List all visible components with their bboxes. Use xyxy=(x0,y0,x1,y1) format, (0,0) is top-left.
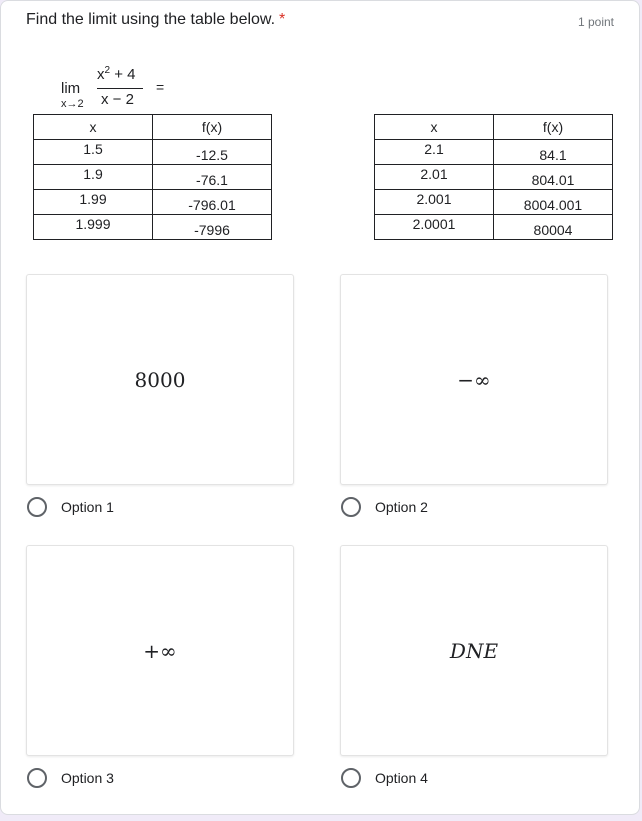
table-row xyxy=(375,190,613,215)
cell-fx: -7996 xyxy=(194,222,230,238)
fraction-bar xyxy=(97,88,143,89)
numerator-exponent: 2 xyxy=(104,65,111,76)
table-row xyxy=(375,140,613,165)
values-table-left xyxy=(33,114,272,240)
cell-fx: -12.5 xyxy=(196,147,228,163)
numerator-rest: + 4 xyxy=(110,66,136,83)
option-4-image-text: DNE xyxy=(449,638,499,663)
cell-fx: 80004 xyxy=(533,222,573,238)
cell-fx: -796.01 xyxy=(188,197,236,213)
option-4-choice[interactable] xyxy=(341,768,428,788)
cell-fx: 8004.001 xyxy=(523,197,583,213)
option-2-label: Option 2 xyxy=(375,499,428,515)
cell-x: 2.0001 xyxy=(412,216,456,232)
option-1-radio[interactable] xyxy=(27,497,47,517)
header-fx: f(x) xyxy=(494,115,613,140)
cell-x: 1.5 xyxy=(83,141,103,157)
denominator: x − 2 xyxy=(101,91,134,108)
cell-fx: 84.1 xyxy=(539,147,567,163)
option-4-image[interactable] xyxy=(340,545,608,756)
header-x: x xyxy=(375,115,494,140)
cell-x: 1.999 xyxy=(75,216,111,232)
option-2-choice[interactable] xyxy=(341,497,428,517)
limit-expression xyxy=(61,65,181,113)
table-row xyxy=(34,140,272,165)
equals-sign: = xyxy=(156,79,165,95)
cell-fx: 804.01 xyxy=(531,172,575,188)
table-header-row xyxy=(34,115,272,140)
option-3-label: Option 3 xyxy=(61,770,114,786)
option-1-choice[interactable] xyxy=(27,497,114,517)
table-header-row xyxy=(375,115,613,140)
option-3-radio[interactable] xyxy=(27,768,47,788)
table-row xyxy=(375,215,613,240)
cell-fx: -76.1 xyxy=(196,172,228,188)
cell-x: 2.001 xyxy=(416,191,452,207)
table-row xyxy=(375,165,613,190)
question-text: Find the limit using the table below. xyxy=(26,11,276,28)
numerator-base: x xyxy=(97,66,105,83)
option-3-image-text: +∞ xyxy=(143,638,177,663)
header-x: x xyxy=(34,115,153,140)
table-row xyxy=(34,190,272,215)
cell-x: 1.99 xyxy=(79,191,107,207)
cell-x: 2.01 xyxy=(420,166,448,182)
option-1-label: Option 1 xyxy=(61,499,114,515)
lim-approach: x→2 xyxy=(61,98,84,110)
cell-x: 1.9 xyxy=(83,166,103,182)
option-4-label: Option 4 xyxy=(375,770,428,786)
option-2-radio[interactable] xyxy=(341,497,361,517)
option-2-image[interactable] xyxy=(340,274,608,485)
numerator xyxy=(97,65,136,83)
table-row xyxy=(34,165,272,190)
lim-label: lim xyxy=(61,80,81,97)
option-4-radio[interactable] xyxy=(341,768,361,788)
option-3-image[interactable] xyxy=(26,545,294,756)
points-label: 1 point xyxy=(577,15,614,29)
option-2-image-text: −∞ xyxy=(457,367,491,392)
option-1-image[interactable] xyxy=(26,274,294,485)
values-table-right xyxy=(374,114,613,240)
required-asterisk: * xyxy=(279,11,286,28)
option-1-image-text: 8000 xyxy=(134,367,186,392)
header-fx: f(x) xyxy=(153,115,272,140)
table-row xyxy=(34,215,272,240)
question-title xyxy=(26,11,285,29)
cell-x: 2.1 xyxy=(424,141,444,157)
option-3-choice[interactable] xyxy=(27,768,114,788)
